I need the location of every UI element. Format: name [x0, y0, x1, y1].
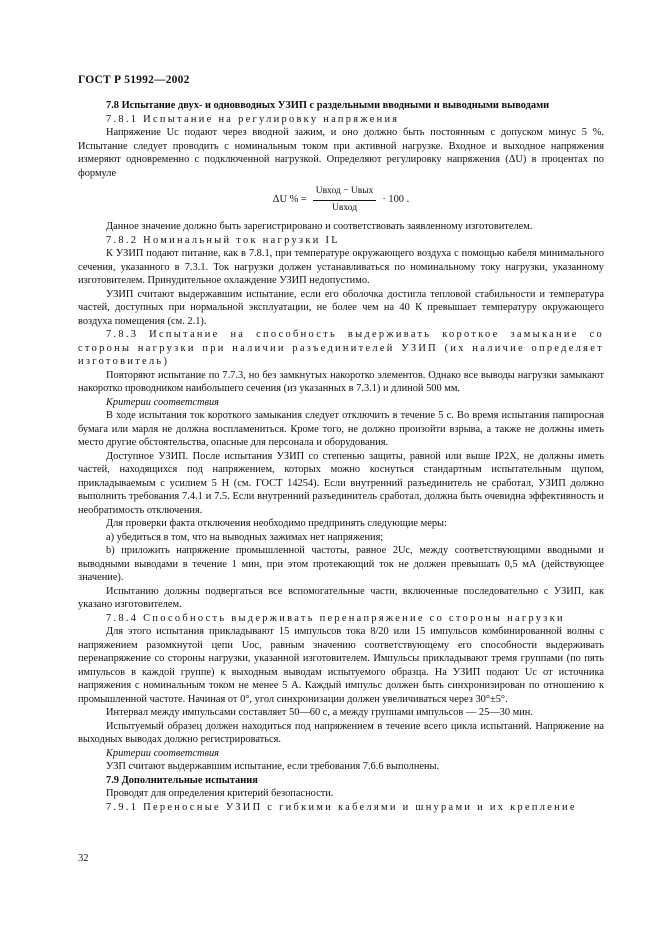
standard-header: ГОСТ Р 51992—2002 [78, 74, 190, 86]
paragraph: УЗП считают выдержавшим испытание, если требования 7.6.6 выполнены. [106, 761, 440, 772]
paragraph: Испытуемый образец должен находиться под напряжением в течение всего цикла испытаний. Напряжение на выходных выводах должно регистрироваться. [78, 720, 604, 745]
subsection-heading-7-8-2: 7.8.2 Номинальный ток нагрузки IL [106, 234, 340, 246]
section-heading-7-9: 7.9 Дополнительные испытания [106, 774, 258, 786]
paragraph: Проводят для определения критерий безопасности. [106, 788, 334, 799]
compliance-criteria-heading: Критерии соответствия [106, 396, 219, 408]
paragraph: Для проверки факта отключения необходимо предпринять следующие меры: [106, 518, 447, 529]
paragraph: Испытанию должны подвергаться все вспомогательные части, включенные последовательно с УЗИП, как указано изготовителем. [78, 585, 604, 610]
subsection-heading-7-8-1: 7.8.1 Испытание на регулировку напряжения [106, 113, 400, 125]
list-item: а) убедиться в том, что на выводных зажимах нет напряжения; [106, 531, 384, 543]
paragraph: Данное значение должно быть зарегистрировано и соответствовать заявленному изготовителем. [106, 221, 533, 232]
formula-lhs: ΔU % = [272, 194, 307, 206]
paragraph: Интервал между импульсами составляет 50—60 с, а между группами импульсов — 25—30 мин. [106, 707, 533, 718]
paragraph: Доступное УЗИП. После испытания УЗИП со степенью защиты, равной или выше IP2X, не должны иметь частей, находящихся под напряжением, которых можно коснуться стандартным испытательным щупом, прикладываемым с усилием 5 Н (см. ГОСТ 14254). Если внутренний разъединитель не сработал, УЗИП должно выполнить требования 7.4.1 и 7.5. Если внутренний разъединитель сработал, должна быть очевидна эффективность и необратимость отключения. [78, 450, 604, 516]
document-body [78, 99, 604, 814]
subsection-heading-7-8-4: 7.8.4 Способность выдерживать перенапряжение со стороны нагрузки [106, 612, 565, 624]
paragraph: К УЗИП подают питание, как в 7.8.1, при температуре окружающего воздуха с помощью кабеля минимального сечения, указанного в 7.3.1. Ток нагрузки должен устанавливаться по номинальному току нагрузки, указанному изготовителем. Принудительное охлаждение УЗИП недопустимо. [78, 248, 604, 286]
voltage-regulation-formula [78, 180, 604, 220]
section-heading-7-8: 7.8 Испытание двух- и одновводных УЗИП с раздельными вводными и выводными выводами [106, 100, 550, 111]
formula-tail: · 100 . [382, 194, 410, 206]
paragraph: УЗИП считают выдержавшим испытание, если его оболочка достигла тепловой стабильности и температура частей, доступных при нормальной эксплуатации, не более чем на 40 К превышает температуру окружающего воздуха помещения (см. 2.1). [78, 288, 604, 327]
formula-numerator: Uвход − Uвых [313, 185, 377, 201]
page-number: 32 [78, 853, 89, 864]
formula-denominator: Uвход [332, 202, 358, 213]
list-item: b) приложить напряжение промышленной частоты, равное 2Uc, между соответствующими вводными и выводными выводами в течение 1 мин, при этом протекающий ток не должен превышать 0,5 мА (действующее значение). [78, 545, 604, 583]
formula-fraction [313, 185, 377, 215]
subsection-heading-7-8-3: 7.8.3 Испытание на способность выдерживать короткое замыкание со стороны нагрузки при наличии разъединителей УЗИП (их наличие определяет изготовитель) [78, 329, 604, 367]
subsection-heading-7-9-1: 7.9.1 Переносные УЗИП с гибкими кабелями и шнурами и их крепление [106, 801, 577, 813]
paragraph: Повторяют испытание по 7.7.3, но без замкнутых накоротко элементов. Однако все выводы нагрузки замыкают накоротко проводником наибольшего сечения (из указанных в 7.3.1) и длиной 500 мм. [78, 369, 604, 394]
paragraph: Для этого испытания прикладывают 15 импульсов тока 8/20 или 15 импульсов комбинированной волны с напряжением разомкнутой цепи Uoc, равным значению соответствующему его способности выдерживать перенапряжение со стороны нагрузки, указанной изготовителем. Импульсы прикладывают тремя группами (по пять импульсов в каждой группе) к выходным выводам испытуемого образца. На УЗИП подают Uc от источника напряжения с номинальным током не менее 5 А. Каждый импульс должен быть синхронизирован по отношению к промышленной частоте. Начиная от 0°, угол синхронизации должен увеличиваться через 30°±5°. [78, 626, 604, 705]
paragraph: В ходе испытания ток короткого замыкания следует отключить в течение 5 с. Во время испытания папиросная бумага или марля не должна воспламениться. Кроме того, не должно произойти взрыва, а также не должны иметь место другие обстоятельства, опасные для персонала и оборудования. [78, 410, 604, 448]
paragraph: Напряжение Uc подают через вводной зажим, и оно должно быть постоянным с допуском минус 5 %. Испытание следует проводить с номинальным током при активной нагрузке. Входное и выходное напряжения измеряют одновременно с подключенной нагрузкой. Определяют регулировку напряжения (ΔU) в процентах по формуле [78, 127, 604, 179]
compliance-criteria-heading: Критерии соответствия [106, 747, 219, 759]
